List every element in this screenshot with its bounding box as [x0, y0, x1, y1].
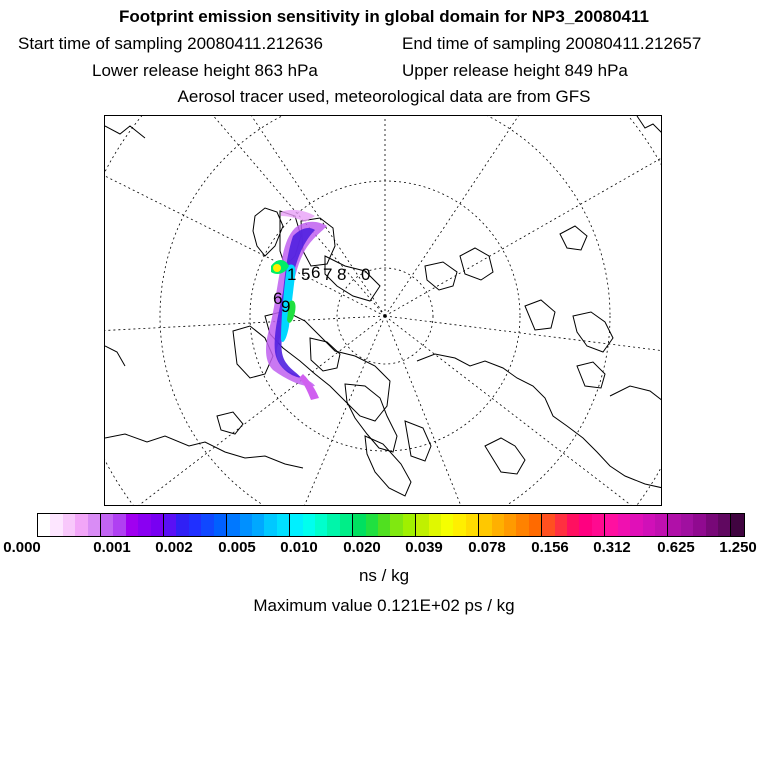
- colorbar-swatch: [88, 514, 100, 536]
- coastline: [105, 434, 303, 468]
- colorbar-swatch: [163, 514, 176, 536]
- coastline: [425, 262, 457, 290]
- map-overlay-label: 5: [301, 265, 311, 284]
- colorbar-tick-label: 0.625: [657, 539, 695, 556]
- colorbar-swatch: [441, 514, 453, 536]
- colorbar-swatch: [378, 514, 390, 536]
- map-overlay-label: 9: [281, 297, 291, 316]
- meridian-line: [105, 316, 385, 331]
- colorbar-swatch: [352, 514, 365, 536]
- coastline: [325, 256, 380, 301]
- meridian-line: [385, 316, 662, 351]
- coastline: [105, 126, 145, 138]
- colorbar-swatch: [327, 514, 339, 536]
- plot-title: Footprint emission sensitivity in global domain for NP3_20080411: [119, 7, 649, 26]
- map-overlay-label: 6: [273, 289, 283, 308]
- colorbar-swatch: [466, 514, 478, 536]
- colorbar-tick-label: 0.020: [343, 539, 381, 556]
- colorbar-swatch: [240, 514, 252, 536]
- colorbar-swatch: [453, 514, 465, 536]
- map-overlay-label: 8: [337, 265, 347, 284]
- colorbar: [37, 513, 745, 537]
- colorbar-swatch: [176, 514, 188, 536]
- colorbar-swatch: [189, 514, 201, 536]
- coastline: [217, 412, 243, 434]
- colorbar-units-label: ns / kg: [358, 566, 410, 585]
- colorbar-tick-label: 0.002: [155, 539, 193, 556]
- coastline: [105, 346, 125, 366]
- colorbar-swatch: [390, 514, 402, 536]
- coastline: [485, 438, 525, 474]
- plume-tail: [299, 374, 319, 400]
- meridian-line: [385, 316, 465, 506]
- maximum-value-label: Maximum value 0.121E+02 ps / kg: [253, 596, 515, 615]
- coastline: [637, 116, 662, 134]
- colorbar-swatch: [126, 514, 138, 536]
- colorbar-tick-label: 0.000: [3, 539, 41, 556]
- colorbar-swatch: [214, 514, 226, 536]
- colorbar-swatch: [277, 514, 289, 536]
- colorbar-swatch: [63, 514, 75, 536]
- colorbar-tick-label: 0.156: [531, 539, 569, 556]
- colorbar-swatch: [415, 514, 428, 536]
- colorbar-swatch: [706, 514, 718, 536]
- meridian-line: [385, 116, 525, 316]
- coastline: [525, 300, 555, 330]
- colorbar-swatch: [151, 514, 163, 536]
- colorbar-swatch: [478, 514, 491, 536]
- colorbar-swatch: [303, 514, 315, 536]
- start-time-label: Start time of sampling 20080411.212636: [18, 34, 323, 53]
- map-overlay-label: 0: [361, 265, 371, 284]
- map-overlay-label: 6: [311, 263, 321, 282]
- colorbar-swatch: [618, 514, 630, 536]
- colorbar-swatch: [504, 514, 516, 536]
- colorbar-swatch: [681, 514, 693, 536]
- colorbar-tick-label: 0.078: [468, 539, 506, 556]
- colorbar-swatch: [75, 514, 87, 536]
- map-overlay-label: 1: [287, 265, 297, 284]
- meridian-line: [105, 176, 385, 316]
- colorbar-swatch: [693, 514, 705, 536]
- colorbar-swatch: [252, 514, 264, 536]
- colorbar-swatch: [718, 514, 730, 536]
- colorbar-swatch: [541, 514, 554, 536]
- colorbar-tick-label: 0.010: [280, 539, 318, 556]
- colorbar-swatch: [138, 514, 150, 536]
- coastline: [405, 421, 431, 461]
- colorbar-swatch: [50, 514, 62, 536]
- plume-tail: [281, 210, 315, 222]
- colorbar-swatch: [667, 514, 680, 536]
- colorbar-swatch: [315, 514, 327, 536]
- colorbar-swatch: [579, 514, 591, 536]
- meridian-line: [300, 316, 385, 506]
- colorbar-swatch: [226, 514, 239, 536]
- colorbar-swatch: [492, 514, 504, 536]
- polar-map-panel: [104, 115, 662, 506]
- colorbar-swatch: [592, 514, 604, 536]
- map-overlay-label: 7: [323, 265, 333, 284]
- colorbar-swatch: [38, 514, 50, 536]
- coastlines: [105, 116, 662, 496]
- end-time-label: End time of sampling 20080411.212657: [402, 34, 702, 53]
- colorbar-swatch: [264, 514, 276, 536]
- coastline: [560, 226, 587, 250]
- colorbar-tick-label: 0.005: [218, 539, 256, 556]
- coastline: [610, 386, 662, 401]
- colorbar-swatch: [201, 514, 213, 536]
- map-canvas: [105, 116, 662, 506]
- lower-height-label: Lower release height 863 hPa: [92, 61, 318, 80]
- colorbar-swatch: [655, 514, 667, 536]
- coastline: [345, 384, 397, 452]
- coastline: [577, 362, 605, 388]
- colorbar-swatch: [730, 514, 743, 536]
- upper-height-label: Upper release height 849 hPa: [402, 61, 628, 80]
- colorbar-tick-label: 0.312: [593, 539, 631, 556]
- plume-max-hotspot: [273, 264, 281, 272]
- latitude-circle: [105, 116, 662, 506]
- coastline: [365, 436, 411, 496]
- colorbar-tick-label: 1.250: [719, 539, 757, 556]
- colorbar-tick-label: 0.001: [93, 539, 131, 556]
- colorbar-swatch: [630, 514, 642, 536]
- coastline: [310, 338, 340, 371]
- colorbar-swatch: [113, 514, 125, 536]
- colorbar-swatch: [604, 514, 617, 536]
- tracer-info-label: Aerosol tracer used, meteorological data are from GFS: [177, 87, 591, 106]
- colorbar-swatch: [403, 514, 415, 536]
- colorbar-swatch: [516, 514, 528, 536]
- coastline: [573, 312, 613, 352]
- colorbar-tick-label: 0.039: [405, 539, 443, 556]
- colorbar-swatch: [366, 514, 378, 536]
- colorbar-swatch: [289, 514, 302, 536]
- colorbar-swatch: [643, 514, 655, 536]
- colorbar-swatch: [555, 514, 567, 536]
- colorbar-swatch: [100, 514, 113, 536]
- colorbar-swatch: [529, 514, 541, 536]
- colorbar-swatch: [429, 514, 441, 536]
- lat-lon-grid: [105, 116, 662, 506]
- coastline: [253, 208, 283, 256]
- coastline: [417, 354, 662, 488]
- colorbar-swatch: [567, 514, 579, 536]
- colorbar-swatch: [340, 514, 352, 536]
